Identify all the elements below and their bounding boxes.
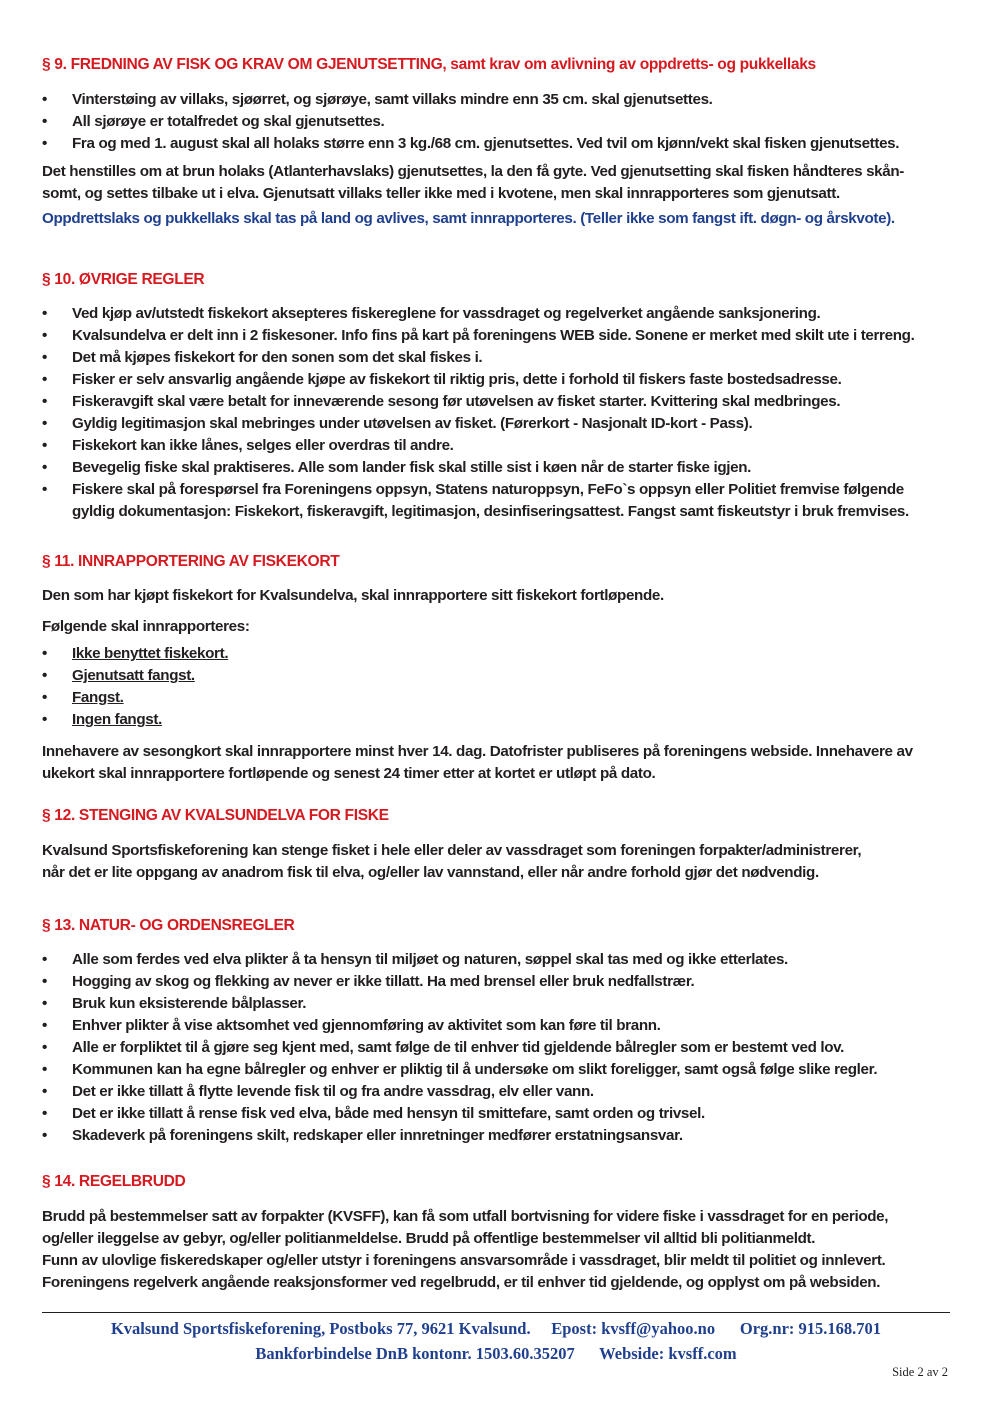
- list-item: • Gyldig legitimasjon skal mebringes under utøvelsen av fisket. (Førerkort - Nasjonalt ID-kort - Pass).: [42, 413, 954, 435]
- list-item: [42, 643, 954, 665]
- section-13-list: [42, 949, 954, 1147]
- section-11-paragraph-line: ukekort skal innrapportere fortløpende og senest 24 timer etter at kortet er utløpt på dato.: [42, 765, 656, 782]
- page-number: Side 2 av 2: [892, 1365, 948, 1379]
- section-11-intro: Den som har kjøpt fiskekort for Kvalsundelva, skal innrapportere sitt fiskekort fortløpende.: [42, 587, 664, 604]
- list-item: • Fra og med 1. august skal all holaks større enn 3 kg./68 cm. gjenutsettes. Ved tvil om kjønn/vekt skal fisken gjenutsettes.: [42, 133, 954, 155]
- list-item: • Ved kjøp av/utstedt fiskekort aksepteres fiskereglene for vassdraget og regelverket angående sanksjonering.: [42, 303, 954, 325]
- section-12-line: Kvalsund Sportsfiskeforening kan stenge fisket i hele eller deler av vassdraget som foreningen forpakter/administrerer,: [42, 842, 862, 859]
- section-11-list: [42, 643, 954, 731]
- list-item: • Hogging av skog og flekking av never er ikke tillatt. Ha med brensel eller bruk nedfallstrær.: [42, 971, 954, 993]
- list-item: • Skadeverk på foreningens skilt, redskaper eller innretninger medfører erstatningsansvar.: [42, 1125, 954, 1147]
- section-14-line: Brudd på bestemmelser satt av forpakter (KVSFF), kan få som utfall bortvisning for videre fiske i vassdraget for en periode,: [42, 1208, 889, 1225]
- list-item: [42, 665, 954, 687]
- list-item-text: Gjenutsatt fangst.: [72, 667, 195, 684]
- list-item: • Bevegelig fiske skal praktiseres. Alle som lander fisk skal stille sist i køen når de starter fiske igjen.: [42, 457, 954, 479]
- list-item: [42, 709, 954, 731]
- list-item: • Alle er forpliktet til å gjøre seg kjent med, samt følge de til enhver tid gjeldende bålregler som er bestemt ved lov.: [42, 1037, 954, 1059]
- section-14-line: og/eller ileggelse av gebyr, og/eller politianmeldelse. Brudd på offentlige bestemmelser vil alltid bli politianmeldt.: [42, 1230, 816, 1247]
- list-item: • All sjørøye er totalfredet og skal gjenutsettes.: [42, 111, 954, 133]
- section-12-heading: § 12. STENGING AV KVALSUNDELVA FOR FISKE: [42, 807, 389, 824]
- section-14-heading: § 14. REGELBRUDD: [42, 1173, 186, 1190]
- section-13-heading: § 13. NATUR- OG ORDENSREGLER: [42, 917, 295, 934]
- section-9-body: [42, 89, 954, 230]
- list-item: • Kommunen kan ha egne bålregler og enhver er pliktig til å undersøke om slikt foreligger, samt også følge slike regler.: [42, 1059, 954, 1081]
- section-9-heading: § 9. FREDNING AV FISK OG KRAV OM GJENUTSETTING, samt krav om avlivning av oppdretts- og pukkellaks: [42, 56, 816, 73]
- section-12-body: [42, 840, 954, 884]
- footer-bank-line: Bankforbindelse DnB kontonr. 1503.60.35207 Webside: kvsff.com: [255, 1344, 737, 1363]
- list-item-text: Fangst.: [72, 689, 124, 706]
- list-item: • Fiskere skal på forespørsel fra Foreningens oppsyn, Statens naturoppsyn, FeFo`s oppsyn eller Politiet fremvise følgende gyldig dokumentasjon: Fiskekort, fiskeravgift, legitimasjon, desinfiseringsattest. Fangst samt fiskeutstyr i bruk fremvises.: [42, 479, 954, 523]
- section-14-line: Funn av ulovlige fiskeredskaper og/eller utstyr i foreningens ansvarsområde i vassdraget, blir meldt til politiet og innlevert.: [42, 1252, 886, 1269]
- list-item: • Det er ikke tillatt å flytte levende fisk til og fra andre vassdrag, elv eller vann.: [42, 1081, 954, 1103]
- list-item: [42, 687, 954, 709]
- section-11-body: [42, 585, 954, 785]
- list-item: • Det må kjøpes fiskekort for den sonen som det skal fiskes i.: [42, 347, 954, 369]
- section-14-body: [42, 1206, 954, 1294]
- section-10-body: [42, 303, 954, 523]
- section-9-paragraph-line: Det henstilles om at brun holaks (Atlanterhavslaks) gjenutsettes, la den få gyte. Ved gjenutsetting skal fisken håndteres skån-: [42, 163, 904, 180]
- section-11-heading: § 11. INNRAPPORTERING AV FISKEKORT: [42, 553, 340, 570]
- section-10-list: [42, 303, 954, 523]
- list-item: • Bruk kun eksisterende bålplasser.: [42, 993, 954, 1015]
- section-14-line: Foreningens regelverk angående reaksjonsformer ved regelbrudd, er til enhver tid gjeldende, og opplyst om på websiden.: [42, 1274, 881, 1291]
- section-10-heading: § 10. ØVRIGE REGLER: [42, 271, 205, 288]
- list-item-text: Ikke benyttet fiskekort.: [72, 645, 229, 662]
- list-item: • Vinterstøing av villaks, sjøørret, og sjørøye, samt villaks mindre enn 35 cm. skal gjenutsettes.: [42, 89, 954, 111]
- list-item: • Det er ikke tillatt å rense fisk ved elva, både med hensyn til smittefare, samt orden og trivsel.: [42, 1103, 954, 1125]
- list-item: • Kvalsundelva er delt inn i 2 fiskesoner. Info fins på kart på foreningens WEB side. Sonene er merket med skilt ute i terreng.: [42, 325, 954, 347]
- section-9-list: [42, 89, 954, 155]
- list-item: • Fiskekort kan ikke lånes, selges eller overdras til andre.: [42, 435, 954, 457]
- list-item-text: Ingen fangst.: [72, 711, 162, 728]
- section-11-paragraph-line: Innehavere av sesongkort skal innrapportere minst hver 14. dag. Datofrister publiseres på foreningens webside. Innehavere av: [42, 743, 913, 760]
- section-12-line: når det er lite oppgang av anadrom fisk til elva, og/eller lav vannstand, eller når andre forhold gjør det nødvendig.: [42, 864, 819, 881]
- farmed-salmon-note: Oppdrettslaks og pukkellaks skal tas på land og avlives, samt innrapporteres. (Teller ikke som fangst ift. døgn- og årskvote).: [42, 210, 895, 227]
- list-item: • Alle som ferdes ved elva plikter å ta hensyn til miljøet og naturen, søppel skal tas med og ikke etterlates.: [42, 949, 954, 971]
- section-11-label: Følgende skal innrapporteres:: [42, 618, 250, 635]
- section-13-body: [42, 949, 954, 1147]
- footer-divider: [42, 1312, 950, 1313]
- list-item: • Fisker er selv ansvarlig angående kjøpe av fiskekort til riktig pris, dette i forhold til fiskers faste bostedsadresse.: [42, 369, 954, 391]
- list-item: • Fiskeravgift skal være betalt for inneværende sesong før utøvelsen av fisket starter. Kvittering skal medbringes.: [42, 391, 954, 413]
- section-9-paragraph-line: somt, og settes tilbake ut i elva. Gjenutsatt villaks teller ikke med i kvotene, men skal innrapporteres som gjenutsatt.: [42, 185, 840, 202]
- list-item: • Enhver plikter å vise aktsomhet ved gjennomføring av aktivitet som kan føre til brann.: [42, 1015, 954, 1037]
- footer-contact-line: Kvalsund Sportsfiskeforening, Postboks 77, 9621 Kvalsund. Epost: kvsff@yahoo.no Org.nr: 915.168.701: [110, 1319, 882, 1338]
